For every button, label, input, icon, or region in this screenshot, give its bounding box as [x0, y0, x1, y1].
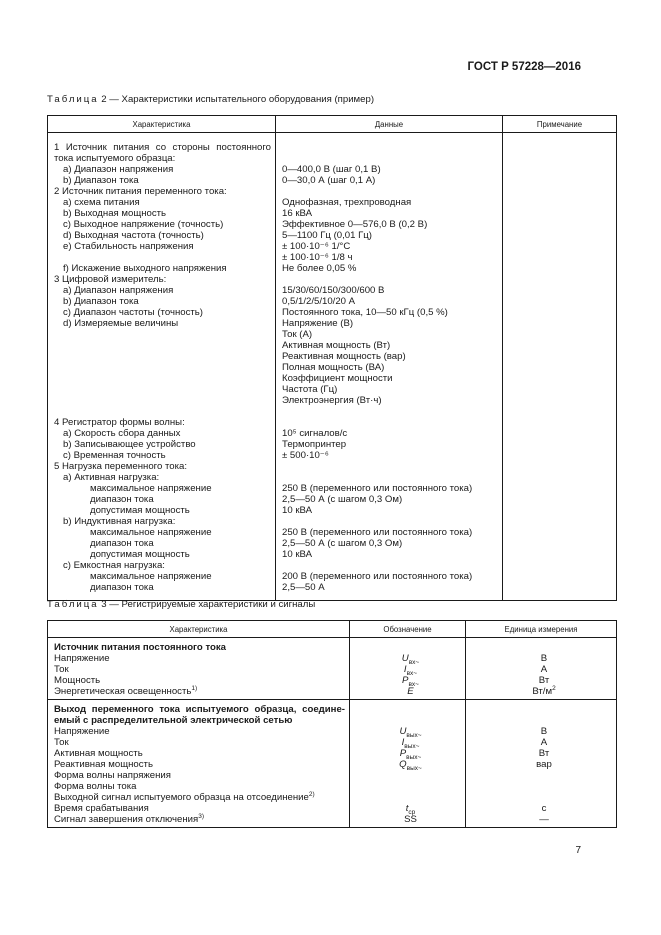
table3-characteristic-cell — [54, 704, 349, 715]
table3-characteristic-text: Источник питания постоянного тока — [54, 642, 227, 653]
table3-symbol-subscript: ср — [408, 808, 416, 816]
table2-data-cell: 5—1100 Гц (0,01 Гц) — [282, 230, 372, 241]
table3-unit-cell — [472, 686, 616, 697]
table2-data-cell: Не более 0,05 % — [282, 263, 357, 274]
table3-characteristic-cell — [54, 781, 349, 792]
table2-data-cell — [282, 461, 502, 472]
table2-characteristic-cell: b) Диапазон тока — [63, 175, 139, 186]
table3-characteristic-cell — [54, 715, 349, 726]
table2-characteristic-cell — [54, 252, 275, 263]
table3-characteristic-text: Форма волны напряжения — [54, 770, 171, 781]
table3-symbol-subscript: вх~ — [408, 658, 420, 666]
table2-characteristic-cell — [54, 351, 275, 362]
table3-unit-cell — [472, 748, 616, 759]
table3-unit-text: А — [540, 664, 548, 675]
table3-unit-text: В — [540, 653, 548, 664]
table2-characteristic-cell: a) схема питания — [63, 197, 140, 208]
table3-characteristic-cell — [54, 737, 349, 748]
table3-unit-cell — [472, 675, 616, 686]
table2-characteristic-cell: максимальное напряжение — [90, 571, 212, 582]
table3-unit-cell — [472, 759, 616, 770]
table2-characteristic-cell: c) Диапазон частоты (точность) — [63, 307, 203, 318]
table3-symbol-cell — [356, 792, 465, 803]
table2-data-cell: 250 В (переменного или постоянного тока) — [282, 483, 473, 494]
table2-data-cell: 250 В (переменного или постоянного тока) — [282, 527, 473, 538]
table2-data-cell: Коэффициент мощности — [282, 373, 393, 384]
table3-symbol-cell — [356, 726, 465, 737]
table2-data-cell: 2,5—50 А (с шагом 0,3 Ом) — [282, 494, 403, 505]
table2-characteristic-cell: a) Скорость сбора данных — [63, 428, 181, 439]
recorded-signals-table — [47, 620, 617, 828]
table2-data-cell: Активная мощность (Вт) — [282, 340, 391, 351]
table2-characteristic-column — [48, 133, 276, 601]
table3-unit-cell — [472, 803, 616, 814]
table2-characteristic-cell: допустимая мощность — [90, 505, 190, 516]
table3-unit-text: с — [541, 803, 547, 814]
table2-data-cell — [282, 274, 502, 285]
table3-characteristic-cell — [54, 664, 349, 675]
table2-characteristic-cell — [54, 340, 275, 351]
table2-data-cell: 10 кВА — [282, 505, 313, 516]
table2-data-cell: Постоянного тока, 10—50 кГц (0,5 %) — [282, 307, 448, 318]
table3-symbol-text: U — [399, 726, 407, 737]
table2-characteristic-cell: максимальное напряжение — [90, 483, 212, 494]
table2-data-cell — [282, 560, 502, 571]
table3-unit-text: В — [540, 726, 548, 737]
table2-data-cell — [282, 142, 502, 153]
table2-data-cell: 15/30/60/150/300/600 В — [282, 285, 385, 296]
table3-header-characteristic: Характеристика — [48, 621, 350, 638]
table3-header-symbol: Обозначение — [350, 621, 466, 638]
table2-characteristic-cell: диапазон тока — [90, 582, 154, 593]
table3-block2-unit — [466, 700, 617, 828]
table2-characteristic-cell: допустимая мощность — [90, 549, 190, 560]
table2-characteristic-cell: 2 Источник питания переменного тока: — [54, 186, 227, 197]
table3-characteristic-cell — [54, 726, 349, 737]
table3-block2-symbol — [350, 700, 466, 828]
table3-unit-text: вар — [536, 759, 552, 770]
table3-unit-cell — [472, 726, 616, 737]
table3-unit-text: А — [540, 737, 548, 748]
table3-characteristic-text: Ток — [54, 737, 69, 748]
table3-symbol-cell — [356, 737, 465, 748]
table2-data-cell: ± 100·10⁻⁶ 1/°С — [282, 241, 351, 252]
footnote-mark: 2) — [308, 790, 315, 798]
table2-data-cell — [282, 153, 502, 164]
table3-characteristic-cell — [54, 759, 349, 770]
table3-characteristic-text: Активная мощность — [54, 748, 143, 759]
table2-characteristic-cell — [54, 395, 275, 406]
table3-symbol-cell — [356, 704, 465, 715]
table2-data-cell — [282, 417, 502, 428]
table2-characteristic-cell: e) Стабильность напряжения — [63, 241, 194, 252]
table2-characteristic-cell — [54, 373, 275, 384]
table2-characteristic-cell: 5 Нагрузка переменного тока: — [54, 461, 187, 472]
table3-caption-label: Таблица — [47, 599, 99, 610]
table2-note-column — [503, 133, 617, 601]
table2-characteristic-cell: c) Выходное напряжение (точность) — [63, 219, 224, 230]
table3-symbol-cell — [356, 814, 465, 825]
table3-unit-cell — [472, 792, 616, 803]
table2-data-cell: Напряжение (В) — [282, 318, 354, 329]
table3-symbol-cell — [356, 664, 465, 675]
equipment-characteristics-table — [47, 115, 617, 601]
table3-characteristic-text: Напряжение — [54, 653, 110, 664]
table3-caption-text: 3 — Регистрируемые характеристики и сигналы — [98, 599, 316, 610]
table3-symbol-subscript: вх~ — [408, 680, 419, 688]
table2-data-cell: 0,5/1/2/5/10/20 А — [282, 296, 356, 307]
table3-unit-cell — [472, 715, 616, 726]
table3-symbol-text: SS — [404, 814, 417, 825]
table3-symbol-cell — [356, 781, 465, 792]
table3-symbol-subscript: вых~ — [404, 742, 420, 750]
table2-data-cell: 10 кВА — [282, 549, 313, 560]
table2-caption — [47, 94, 374, 105]
footnote-mark: 3) — [198, 812, 205, 820]
table3-block1-symbol — [350, 638, 466, 700]
table3-header-unit: Единица измерения — [466, 621, 617, 638]
table2-characteristic-cell: a) Активная нагрузка: — [63, 472, 160, 483]
table2-data-cell: Ток (А) — [282, 329, 313, 340]
table3-unit-cell — [472, 653, 616, 664]
table3-block2-characteristic — [48, 700, 350, 828]
table2-data-cell — [282, 472, 502, 483]
table2-data-cell: 16 кВА — [282, 208, 313, 219]
table3-block1-characteristic — [48, 638, 350, 700]
table3-symbol-text: P — [402, 675, 409, 686]
table2-characteristic-cell: тока испытуемого образца: — [54, 153, 176, 164]
table3-characteristic-cell — [54, 770, 349, 781]
table2-data-cell: 200 В (переменного или постоянного тока) — [282, 571, 473, 582]
table3-unit-cell — [472, 737, 616, 748]
table3-characteristic-text: Энергетическая освещенность — [54, 686, 192, 697]
table2-characteristic-cell: d) Выходная частота (точность) — [63, 230, 204, 241]
table3-symbol-text: t — [405, 803, 409, 814]
table2-characteristic-cell — [54, 362, 275, 373]
table2-characteristic-cell: b) Диапазон тока — [63, 296, 139, 307]
table3-symbol-cell — [356, 675, 465, 686]
table3-characteristic-text: Мощность — [54, 675, 101, 686]
table2-characteristic-cell: 3 Цифровой измеритель: — [54, 274, 167, 285]
table3-unit-text: Вт — [538, 748, 550, 759]
table2-data-cell — [282, 406, 502, 417]
table3-characteristic-cell — [54, 642, 349, 653]
table3-symbol-cell — [356, 803, 465, 814]
table2-data-column — [276, 133, 503, 601]
table2-characteristic-cell: 1 Источник питания со стороны постоянного — [54, 142, 271, 153]
table3-characteristic-text: Форма волны тока — [54, 781, 137, 792]
table3-caption — [47, 599, 315, 610]
table2-characteristic-cell: 4 Регистратор формы волны: — [54, 417, 185, 428]
table2-data-cell — [282, 186, 502, 197]
table2-characteristic-cell — [54, 406, 275, 417]
table2-characteristic-cell: c) Временная точность — [63, 450, 166, 461]
table2-characteristic-cell: f) Искажение выходного напряжения — [63, 263, 227, 274]
table2-caption-label: Таблица — [47, 94, 99, 105]
table3-symbol-text: E — [407, 686, 414, 697]
table3-unit-text: Вт/м — [532, 686, 553, 697]
table3-symbol-cell — [356, 715, 465, 726]
table3-unit-cell — [472, 704, 616, 715]
table2-caption-text: 2 — Характеристики испытательного оборудования (пример) — [98, 94, 375, 105]
table3-symbol-cell — [356, 642, 465, 653]
table3-unit-cell — [472, 814, 616, 825]
table2-data-cell: ± 100·10⁻⁶ 1/8 ч — [282, 252, 353, 263]
table2-data-cell: Электроэнергия (Вт·ч) — [282, 395, 382, 406]
table3-symbol-text: I — [401, 737, 405, 748]
table2-characteristic-cell — [54, 329, 275, 340]
table2-characteristic-cell: c) Емкостная нагрузка: — [63, 560, 165, 571]
table3-characteristic-cell — [54, 686, 349, 697]
table3-characteristic-text: Сигнал завершения отключения — [54, 814, 199, 825]
table3-characteristic-cell — [54, 814, 349, 825]
table2-header-data: Данные — [276, 116, 503, 133]
table3-symbol-cell — [356, 759, 465, 770]
table3-block1-unit — [466, 638, 617, 700]
table2-data-cell — [282, 516, 502, 527]
table2-data-cell: 0—400,0 В (шаг 0,1 В) — [282, 164, 381, 175]
table2-data-cell: Полная мощность (ВА) — [282, 362, 385, 373]
table3-characteristic-cell — [54, 653, 349, 664]
table3-unit-text: Вт — [538, 675, 550, 686]
table3-symbol-cell — [356, 748, 465, 759]
table3-characteristic-text: Выход переменного тока испытуемого образца, соедине- — [54, 704, 345, 715]
table2-data-cell: ± 500·10⁻⁶ — [282, 450, 329, 461]
table2-data-cell: 2,5—50 А (с шагом 0,3 Ом) — [282, 538, 403, 549]
table2-characteristic-cell: a) Диапазон напряжения — [63, 164, 174, 175]
table2-data-cell: Эффективное 0—576,0 В (0,2 В) — [282, 219, 428, 230]
table3-symbol-subscript: вых~ — [406, 764, 422, 772]
table2-data-cell: Частота (Гц) — [282, 384, 338, 395]
table3-symbol-cell — [356, 686, 465, 697]
table3-unit-cell — [472, 770, 616, 781]
table2-data-cell: Термопринтер — [282, 439, 347, 450]
table3-characteristic-text: емый с распределительной электрической сетью — [54, 715, 293, 726]
table3-unit-cell — [472, 642, 616, 653]
table3-characteristic-text: Ток — [54, 664, 69, 675]
table2-data-cell: Реактивная мощность (вар) — [282, 351, 406, 362]
table3-characteristic-cell — [54, 675, 349, 686]
footnote-mark: 1) — [191, 684, 198, 692]
table2-characteristic-cell: a) Диапазон напряжения — [63, 285, 174, 296]
table3-symbol-cell — [356, 653, 465, 664]
table2-data-cell: 10⁵ сигналов/с — [282, 428, 348, 439]
table3-unit-cell — [472, 781, 616, 792]
table3-symbol-text: P — [399, 748, 407, 759]
table2-characteristic-cell — [54, 384, 275, 395]
table3-symbol-subscript: вх~ — [406, 669, 418, 677]
document-code: ГОСТ Р 57228—2016 — [467, 61, 581, 73]
table2-characteristic-cell: d) Измеряемые величины — [63, 318, 179, 329]
table3-characteristic-text: Выходной сигнал испытуемого образца на отсоединение — [54, 792, 309, 803]
table2-characteristic-cell: диапазон тока — [90, 494, 154, 505]
table3-characteristic-text: Реактивная мощность — [54, 759, 153, 770]
table2-characteristic-cell: диапазон тока — [90, 538, 154, 549]
table2-characteristic-cell: b) Записывающее устройство — [63, 439, 196, 450]
table3-unit-cell — [472, 664, 616, 675]
table2-characteristic-cell: b) Индуктивная нагрузка: — [63, 516, 176, 527]
table2-header-characteristic: Характеристика — [48, 116, 276, 133]
table2-data-cell: 0—30,0 А (шаг 0,1 А) — [282, 175, 376, 186]
table2-data-cell: Однофазная, трехпроводная — [282, 197, 412, 208]
table3-symbol-text: Q — [399, 759, 407, 770]
table3-unit-superscript: 2 — [552, 684, 556, 692]
table3-symbol-subscript: вых~ — [406, 731, 422, 739]
table2-characteristic-cell: b) Выходная мощность — [63, 208, 167, 219]
table3-characteristic-text: Время срабатывания — [54, 803, 149, 814]
table3-characteristic-cell — [54, 748, 349, 759]
table3-symbol-text: I — [403, 664, 407, 675]
table2-data-cell: 2,5—50 А — [282, 582, 325, 593]
page-number: 7 — [575, 845, 581, 856]
table3-characteristic-text: Напряжение — [54, 726, 110, 737]
table3-symbol-text: U — [401, 653, 409, 664]
table3-characteristic-cell — [54, 792, 349, 803]
table3-unit-text: — — [539, 814, 549, 825]
table3-symbol-subscript: вых~ — [406, 753, 422, 761]
table2-characteristic-cell: максимальное напряжение — [90, 527, 212, 538]
table2-header-note: Примечание — [503, 116, 617, 133]
